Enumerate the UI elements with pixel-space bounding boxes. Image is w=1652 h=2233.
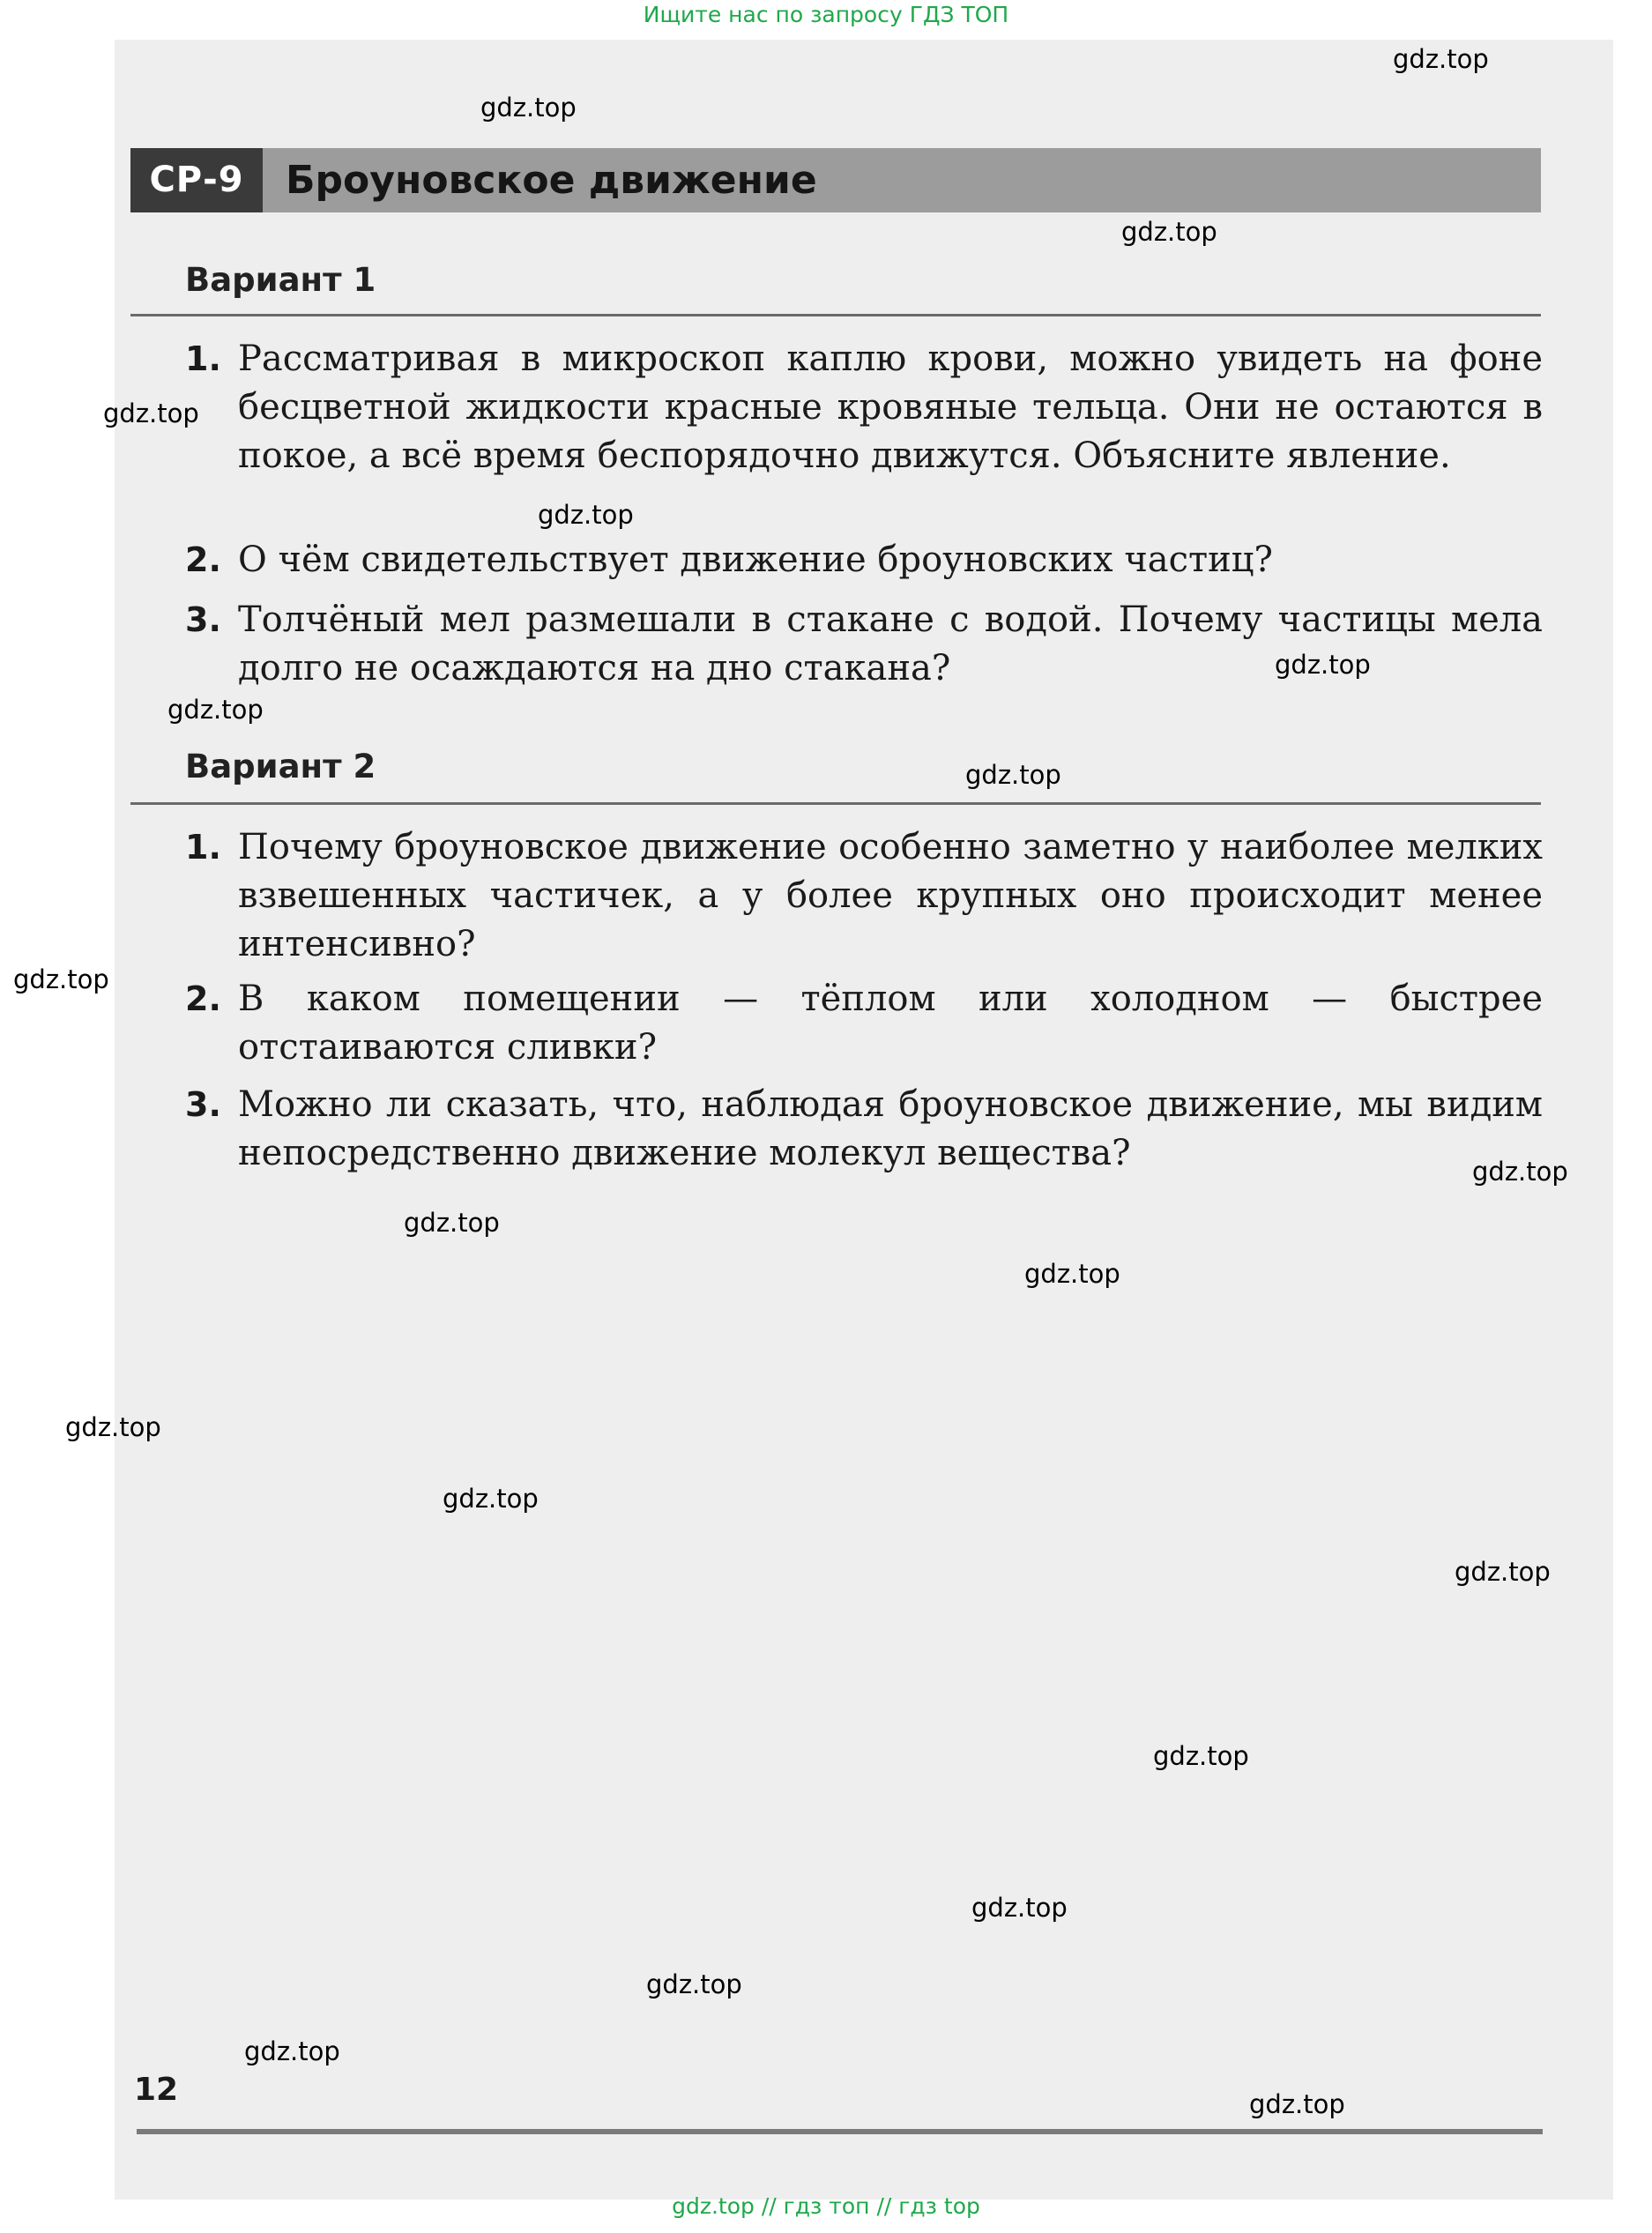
task-number: 3. [185, 1085, 221, 1124]
task-number: 3. [185, 600, 221, 639]
task-text: Рассматривая в микроскоп каплю крови, можно увидеть на фоне бесцветной жидкости красные кровяные тельца. Они не остаются в покое, а всё время беспорядочно движутся. Объясните явление. [238, 339, 1543, 476]
variant-1-title: Вариант 1 [185, 261, 376, 299]
variant-1-divider [130, 314, 1541, 316]
task-text: Толчёный мел размешали в стакане с водой. Почему частицы мела долго не осаждаются на дно стакана? [238, 599, 1543, 689]
watermark: gdz.top [1249, 2089, 1345, 2119]
task-text: Можно ли сказать, что, наблюдая броуновское движение, мы видим непосредственно движение молекул вещества? [238, 1084, 1543, 1173]
task-text: В каком помещении — тёплом или холодном — быстрее отстаиваются сливки? [238, 979, 1543, 1068]
watermark: gdz.top [1153, 1741, 1249, 1771]
watermark: gdz.top [13, 964, 109, 994]
watermark: gdz.top [965, 760, 1061, 790]
page-number: 12 [134, 2072, 179, 2108]
section-header [130, 148, 1541, 212]
variant-2-divider [130, 802, 1541, 805]
watermark: gdz.top [244, 2036, 340, 2066]
watermark: gdz.top [404, 1208, 500, 1238]
variant-2-task-3 [185, 1081, 1543, 1178]
task-number: 1. [185, 828, 221, 867]
task-number: 2. [185, 540, 221, 579]
section-title: Броуновское движение [286, 158, 817, 203]
task-text: Почему броуновское движение особенно заметно у наиболее мелких взвешенных частичек, а у более крупных оно происходит менее интенсивно? [238, 827, 1543, 964]
variant-2-task-2 [185, 975, 1543, 1072]
watermark: gdz.top [1024, 1259, 1120, 1289]
variant-1-task-2 [185, 536, 1543, 584]
watermark: gdz.top [1393, 44, 1489, 74]
top-banner[interactable]: Ищите нас по запросу ГДЗ ТОП [643, 2, 1009, 27]
variant-1-task-1 [185, 335, 1543, 480]
variant-2-title: Вариант 2 [185, 748, 376, 785]
watermark: gdz.top [103, 398, 199, 428]
watermark: gdz.top [1121, 217, 1217, 247]
watermark: gdz.top [1472, 1157, 1568, 1187]
bottom-divider [137, 2129, 1543, 2134]
section-code: СР-9 [130, 148, 263, 212]
task-number: 1. [185, 339, 221, 378]
watermark: gdz.top [1455, 1557, 1551, 1587]
watermark: gdz.top [971, 1893, 1068, 1923]
task-text: О чём свидетельствует движение броуновских частиц? [238, 540, 1273, 580]
watermark: gdz.top [65, 1412, 161, 1442]
watermark: gdz.top [646, 1969, 742, 1999]
watermark: gdz.top [480, 93, 577, 123]
variant-2-task-1 [185, 823, 1543, 969]
watermark: gdz.top [443, 1484, 539, 1514]
bottom-banner[interactable]: gdz.top // гдз топ // гдз top [672, 2193, 980, 2219]
watermark: gdz.top [167, 695, 264, 725]
watermark: gdz.top [538, 500, 634, 530]
task-number: 2. [185, 979, 221, 1018]
watermark: gdz.top [1275, 650, 1371, 680]
